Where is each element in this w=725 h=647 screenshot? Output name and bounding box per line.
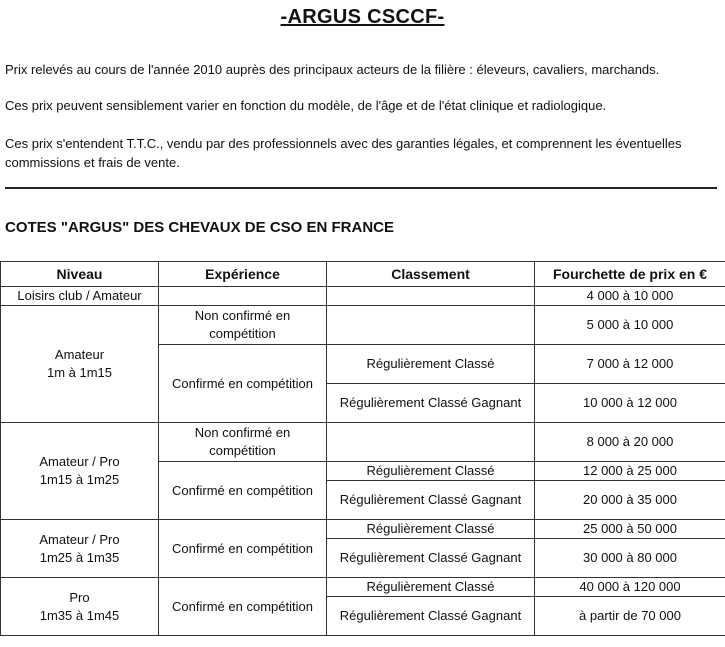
- page-title: -ARGUS CSCCF-: [280, 6, 445, 28]
- classement-cell: Régulièrement Classé Gagnant: [327, 539, 535, 578]
- price-cell: 25 000 à 50 000: [535, 520, 725, 539]
- experience-cell: Non confirmé en compétition: [159, 306, 327, 345]
- level-name: Amateur: [54, 347, 105, 362]
- price-cell: 20 000 à 35 000: [535, 481, 725, 520]
- level-height: 1m15 à 1m25: [39, 472, 120, 487]
- separator-line: [5, 187, 717, 189]
- price-cell: 30 000 à 80 000: [535, 539, 725, 578]
- header-price-range: Fourchette de prix en €: [535, 262, 725, 287]
- level-height: 1m35 à 1m45: [39, 607, 120, 623]
- price-cell: 7 000 à 12 000: [535, 345, 725, 384]
- classement-cell: Régulièrement Classé: [327, 520, 535, 539]
- level-cell: Loisirs club / Amateur: [1, 287, 159, 306]
- experience-cell: Confirmé en compétition: [159, 345, 327, 423]
- paragraph-conditions: Ces prix s'entendent T.T.C., vendu par des professionnels avec des garanties légales, et comprennent les éventuelles commissions et frais de vente.: [5, 136, 682, 170]
- classement-cell: Régulièrement Classé: [327, 462, 535, 481]
- price-cell: à partir de 70 000: [535, 597, 725, 636]
- experience-cell: Confirmé en compétition: [159, 462, 327, 520]
- table-header-row: [1, 262, 725, 287]
- table-row: [1, 423, 725, 462]
- classement-cell: Régulièrement Classé Gagnant: [327, 597, 535, 636]
- level-height: 1m à 1m15: [46, 365, 113, 380]
- paragraph-sources: Prix relevés au cours de l'année 2010 auprès des principaux acteurs de la filière : éleveurs, cavaliers, marchands.: [5, 62, 660, 77]
- classement-cell: [327, 306, 535, 345]
- price-cell: 4 000 à 10 000: [535, 287, 725, 306]
- header-classement: Classement: [327, 262, 535, 287]
- table-row: [1, 287, 725, 306]
- price-cell: 10 000 à 12 000: [535, 384, 725, 423]
- price-cell: 5 000 à 10 000: [535, 306, 725, 345]
- level-cell: [1, 423, 159, 520]
- level-cell: [1, 520, 159, 578]
- experience-cell: Non confirmé en compétition: [159, 423, 327, 462]
- price-cell: 40 000 à 120 000: [535, 578, 725, 597]
- paragraph-variation: Ces prix peuvent sensiblement varier en fonction du modèle, de l'âge et de l'état clinique et radiologique.: [5, 98, 607, 113]
- level-name: Amateur / Pro: [39, 454, 120, 469]
- header-experience: Expérience: [159, 262, 327, 287]
- table-row: [1, 520, 725, 539]
- table-row: [1, 578, 725, 597]
- level-name: Pro: [69, 589, 90, 605]
- classement-cell: [327, 287, 535, 306]
- price-table: [0, 261, 725, 636]
- classement-cell: [327, 423, 535, 462]
- section-title: COTES "ARGUS" DES CHEVAUX DE CSO EN FRANCE: [5, 219, 394, 236]
- experience-cell: [159, 287, 327, 306]
- classement-cell: Régulièrement Classé: [327, 345, 535, 384]
- table-row: [1, 306, 725, 345]
- experience-cell: Confirmé en compétition: [159, 578, 327, 636]
- level-cell: [1, 306, 159, 423]
- level-name: Amateur / Pro: [39, 531, 120, 547]
- price-cell: 12 000 à 25 000: [535, 462, 725, 481]
- classement-cell: Régulièrement Classé: [327, 578, 535, 597]
- level-cell: [1, 578, 159, 636]
- classement-cell: Régulièrement Classé Gagnant: [327, 481, 535, 520]
- price-cell: 8 000 à 20 000: [535, 423, 725, 462]
- level-height: 1m25 à 1m35: [39, 549, 120, 565]
- experience-cell: Confirmé en compétition: [159, 520, 327, 578]
- classement-cell: Régulièrement Classé Gagnant: [327, 384, 535, 423]
- header-niveau: Niveau: [1, 262, 159, 287]
